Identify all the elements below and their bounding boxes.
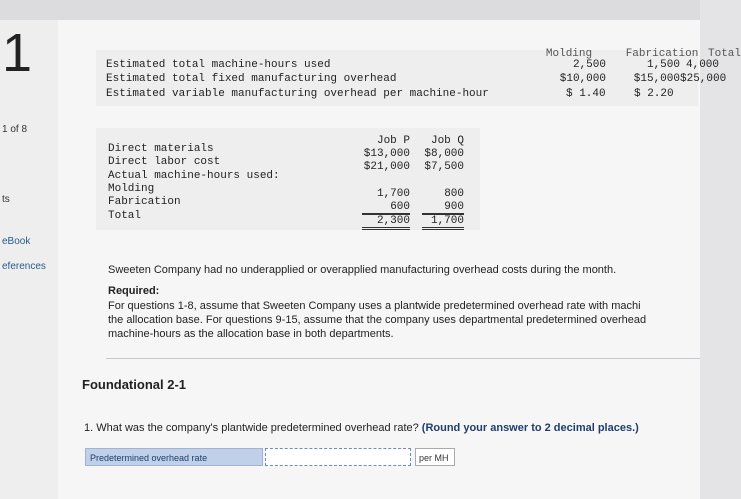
required-heading: Required: bbox=[108, 285, 160, 297]
job-cell: $21,000 bbox=[363, 161, 410, 173]
top-band bbox=[0, 0, 700, 20]
job-cell: 600 bbox=[362, 201, 410, 214]
answer-label: Predetermined overhead rate bbox=[85, 448, 263, 466]
required-line: For questions 1-8, assume that Sweeten Company uses a plantwide predetermined overhead rate with machi bbox=[108, 300, 641, 312]
job-table bbox=[96, 128, 480, 230]
references-link[interactable]: eferences bbox=[2, 261, 46, 272]
dept-cell: $25,000 bbox=[680, 73, 727, 85]
ebook-link[interactable]: eBook bbox=[2, 236, 31, 247]
dept-cell: $ 2.20 bbox=[634, 88, 674, 100]
question-emphasis: (Round your answer to 2 decimal places.) bbox=[421, 422, 639, 434]
job-row-label: Total bbox=[108, 210, 142, 222]
dept-header-total: Total bbox=[708, 48, 741, 60]
problem-statement: Sweeten Company had no underapplied or overapplied manufacturing overhead costs during the month. bbox=[108, 264, 617, 276]
dept-cell: $10,000 bbox=[559, 73, 606, 85]
dept-cell: 4,000 bbox=[686, 59, 720, 71]
job-row-label: Fabrication bbox=[108, 196, 181, 208]
dept-cell: $ 1.40 bbox=[566, 88, 606, 100]
dept-cell: $15,000 bbox=[633, 73, 680, 85]
job-row-label: Direct labor cost bbox=[108, 156, 221, 168]
dept-cell: 2,500 bbox=[572, 59, 606, 71]
job-cell: $13,000 bbox=[363, 148, 410, 160]
dept-row-label: Estimated total fixed manufacturing overhead bbox=[106, 73, 397, 85]
dept-row-label: Estimated variable manufacturing overhead per machine-hour bbox=[106, 88, 489, 100]
job-cell: 1,700 bbox=[376, 188, 410, 200]
dept-row-label: Estimated total machine-hours used bbox=[106, 59, 331, 71]
job-cell: 800 bbox=[444, 188, 464, 200]
dept-header-fabrication: Fabrication bbox=[625, 48, 699, 60]
department-table bbox=[96, 48, 741, 106]
job-header-q: Job Q bbox=[430, 135, 464, 147]
required-line: machine-hours as the allocation base in both departments. bbox=[108, 328, 394, 340]
job-cell: $7,500 bbox=[424, 161, 464, 173]
rate-answer-input[interactable] bbox=[265, 448, 411, 466]
foundational-title: Foundational 2-1 bbox=[82, 377, 186, 392]
dept-cell: 1,500 bbox=[646, 59, 680, 71]
question-content bbox=[58, 20, 741, 499]
dept-header-molding: Molding bbox=[545, 48, 593, 60]
job-row-label: Actual machine-hours used: bbox=[108, 170, 280, 182]
question-number: 1 bbox=[2, 23, 33, 83]
job-cell: 900 bbox=[422, 201, 464, 214]
required-line: the allocation base. For questions 9-15, assume that the company uses departmental predetermined overhead bbox=[108, 314, 647, 326]
progress-indicator: 1 of 8 bbox=[2, 124, 28, 135]
job-cell: 2,300 bbox=[362, 214, 410, 230]
answer-unit: per MH bbox=[415, 448, 455, 466]
job-header-p: Job P bbox=[376, 135, 410, 147]
job-row-label: Molding bbox=[108, 183, 155, 195]
job-cell: $8,000 bbox=[424, 148, 464, 160]
question-body: 1. What was the company's plantwide predetermined overhead rate? bbox=[84, 422, 419, 434]
job-row-label: Direct materials bbox=[108, 143, 214, 155]
job-cell: 1,700 bbox=[422, 214, 464, 230]
left-sidebar bbox=[0, 20, 59, 499]
question-text bbox=[84, 421, 639, 435]
divider bbox=[106, 358, 700, 359]
points-label: ts bbox=[2, 194, 10, 205]
